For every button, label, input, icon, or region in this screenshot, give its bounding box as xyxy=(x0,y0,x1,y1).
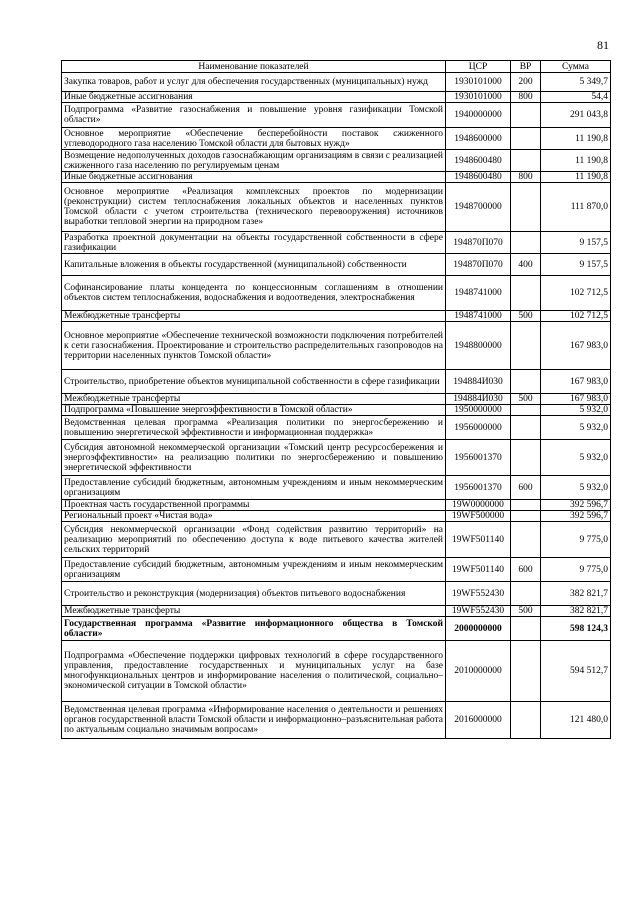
cell-csr: 19WF500000 xyxy=(446,511,511,522)
cell-name: Межбюджетные трансферты xyxy=(62,394,446,405)
cell-name: Ведомственная целевая программа «Реализация политики по энергосбережению и повышению энергетической эффективности и информационная поддержка» xyxy=(62,416,446,440)
cell-name: Подпрограмма «Развитие газоснабжения и повышение уровня газификации Томской области» xyxy=(62,103,446,128)
cell-vr: 200 xyxy=(511,73,541,92)
cell-vr: 800 xyxy=(511,92,541,103)
cell-csr: 19WF552430 xyxy=(446,582,511,606)
cell-csr: 2000000000 xyxy=(446,617,511,641)
cell-csr: 1948741000 xyxy=(446,311,511,322)
table-row xyxy=(62,276,611,311)
cell-vr xyxy=(511,641,541,702)
cell-csr: 1956000000 xyxy=(446,416,511,440)
cell-name: Строительство, приобретение объектов муниципальной собственности в сфере газификации xyxy=(62,370,446,394)
cell-vr xyxy=(511,617,541,641)
cell-csr: 1948600000 xyxy=(446,128,511,150)
cell-name: Межбюджетные трансферты xyxy=(62,606,446,617)
cell-sum: 382 821,7 xyxy=(541,582,611,606)
cell-csr: 1948600480 xyxy=(446,172,511,183)
cell-vr xyxy=(511,370,541,394)
cell-name: Основное мероприятие «Реализация комплексных проектов по модернизации (реконструкции) систем теплоснабжения локальных объектов и населенных пунктов Томской области с учетом строительства (технического перевооружения) источников выработки тепловой энергии на природном газе» xyxy=(62,183,446,232)
cell-csr: 19W0000000 xyxy=(446,500,511,511)
cell-sum: 102 712,5 xyxy=(541,311,611,322)
cell-csr: 2010000000 xyxy=(446,641,511,702)
cell-name: Основное мероприятие «Обеспечение технической возможности подключения потребителей к сети газоснабжения. Проектирование и строительство распределительных газопроводов на территории населенных пунктов Томской области» xyxy=(62,322,446,370)
table-header-row xyxy=(62,61,611,73)
cell-sum: 167 983,0 xyxy=(541,322,611,370)
cell-sum: 5 932,0 xyxy=(541,440,611,476)
table-row xyxy=(62,92,611,103)
table-row xyxy=(62,582,611,606)
page-number: 81 xyxy=(597,38,609,52)
cell-vr: 500 xyxy=(511,394,541,405)
cell-vr xyxy=(511,582,541,606)
cell-sum: 594 512,7 xyxy=(541,641,611,702)
cell-csr: 1948741000 xyxy=(446,276,511,311)
table-row xyxy=(62,73,611,92)
cell-name: Предоставление субсидий бюджетным, автономным учреждениям и иным некоммерческим организациям xyxy=(62,476,446,500)
cell-name: Подпрограмма «Повышение энергоэффективности в Томской области» xyxy=(62,405,446,416)
table-row xyxy=(62,558,611,582)
cell-csr: 1930101000 xyxy=(446,92,511,103)
table-row xyxy=(62,702,611,739)
table-row xyxy=(62,511,611,522)
cell-sum: 121 480,0 xyxy=(541,702,611,739)
cell-sum: 102 712,5 xyxy=(541,276,611,311)
cell-sum: 54,4 xyxy=(541,92,611,103)
table-row xyxy=(62,311,611,322)
table-row xyxy=(62,476,611,500)
cell-csr: 1948800000 xyxy=(446,322,511,370)
cell-vr xyxy=(511,232,541,254)
cell-vr xyxy=(511,322,541,370)
table-row xyxy=(62,394,611,405)
table-row xyxy=(62,641,611,702)
cell-name: Иные бюджетные ассигнования xyxy=(62,92,446,103)
cell-sum: 5 932,0 xyxy=(541,416,611,440)
cell-vr xyxy=(511,702,541,739)
table-row xyxy=(62,172,611,183)
cell-sum: 5 932,0 xyxy=(541,405,611,416)
cell-csr: 1940000000 xyxy=(446,103,511,128)
cell-csr: 1948700000 xyxy=(446,183,511,232)
cell-name: Субсидия некоммерческой организации «Фонд содействия развитию территорий» на реализацию мероприятий по обеспечению доступа к воде питьевого качества жителей сельских территорий xyxy=(62,522,446,558)
cell-name: Капитальные вложения в объекты государственной (муниципальной) собственности xyxy=(62,254,446,276)
cell-csr: 194870П070 xyxy=(446,254,511,276)
cell-csr: 19WF552430 xyxy=(446,606,511,617)
header-sum: Сумма xyxy=(541,61,611,73)
cell-csr: 2016000000 xyxy=(446,702,511,739)
table-row xyxy=(62,440,611,476)
cell-csr: 1956001370 xyxy=(446,440,511,476)
table-row xyxy=(62,617,611,641)
table-row xyxy=(62,405,611,416)
cell-sum: 5 932,0 xyxy=(541,476,611,500)
cell-vr xyxy=(511,103,541,128)
cell-vr xyxy=(511,511,541,522)
cell-vr xyxy=(511,128,541,150)
cell-vr: 800 xyxy=(511,172,541,183)
table-row xyxy=(62,183,611,232)
cell-csr: 194884И030 xyxy=(446,370,511,394)
cell-csr: 1948600480 xyxy=(446,150,511,172)
cell-sum: 392 596,7 xyxy=(541,500,611,511)
table-row xyxy=(62,128,611,150)
cell-csr: 19WF501140 xyxy=(446,558,511,582)
cell-name: Ведомственная целевая программа «Информирование населения о деятельности и решениях органов государственной власти Томской области и информационно–разъяснительная работа по актуальным социально значимым вопросам» xyxy=(62,702,446,739)
cell-vr: 500 xyxy=(511,606,541,617)
cell-sum: 11 190,8 xyxy=(541,172,611,183)
cell-sum: 11 190,8 xyxy=(541,128,611,150)
cell-vr xyxy=(511,416,541,440)
cell-csr: 1930101000 xyxy=(446,73,511,92)
cell-name: Предоставление субсидий бюджетным, автономным учреждениям и иным некоммерческим организациям xyxy=(62,558,446,582)
cell-name: Субсидия автономной некоммерческой организации «Томский центр ресурсосбережения и энергоэффективности» на реализацию политики по энергосбережению и повышению энергетической эффективности xyxy=(62,440,446,476)
cell-vr: 400 xyxy=(511,254,541,276)
cell-sum: 5 349,7 xyxy=(541,73,611,92)
table-body xyxy=(62,73,611,739)
cell-sum: 167 983,0 xyxy=(541,394,611,405)
cell-vr xyxy=(511,405,541,416)
header-csr: ЦСР xyxy=(446,61,511,73)
cell-name: Подпрограмма «Обеспечение поддержки цифровых технологий в сфере государственного управления, предоставление государственных и муниципальных услуг на базе многофункциональных центров и информирование населения о политической, социально–экономической ситуации в Томской области» xyxy=(62,641,446,702)
cell-sum: 9 157,5 xyxy=(541,254,611,276)
cell-sum: 167 983,0 xyxy=(541,370,611,394)
cell-name: Межбюджетные трансферты xyxy=(62,311,446,322)
cell-name: Иные бюджетные ассигнования xyxy=(62,172,446,183)
cell-name: Разработка проектной документации на объекты государственной собственности в сфере газификации xyxy=(62,232,446,254)
table-row xyxy=(62,370,611,394)
table-row xyxy=(62,150,611,172)
cell-vr xyxy=(511,150,541,172)
header-name: Наименование показателей xyxy=(62,61,446,73)
table-row xyxy=(62,500,611,511)
cell-csr: 1950000000 xyxy=(446,405,511,416)
cell-sum: 11 190,8 xyxy=(541,150,611,172)
table-row xyxy=(62,322,611,370)
budget-table xyxy=(61,60,611,739)
cell-vr xyxy=(511,500,541,511)
table-row xyxy=(62,103,611,128)
cell-csr: 194870П070 xyxy=(446,232,511,254)
table-row xyxy=(62,606,611,617)
table-row xyxy=(62,416,611,440)
cell-sum: 9 157,5 xyxy=(541,232,611,254)
cell-csr: 194884И030 xyxy=(446,394,511,405)
cell-sum: 598 124,3 xyxy=(541,617,611,641)
cell-sum: 111 870,0 xyxy=(541,183,611,232)
cell-vr: 500 xyxy=(511,311,541,322)
cell-sum: 9 775,0 xyxy=(541,522,611,558)
cell-vr: 600 xyxy=(511,558,541,582)
table-row xyxy=(62,232,611,254)
cell-vr xyxy=(511,440,541,476)
cell-name: Региональный проект «Чистая вода» xyxy=(62,511,446,522)
table-row xyxy=(62,522,611,558)
cell-name: Возмещение недополученных доходов газоснабжающим организациям в связи с реализацией сжиженного газа населению по регулируемым ценам xyxy=(62,150,446,172)
cell-sum: 382 821,7 xyxy=(541,606,611,617)
cell-csr: 19WF501140 xyxy=(446,522,511,558)
cell-name: Закупка товаров, работ и услуг для обеспечения государственных (муниципальных) нужд xyxy=(62,73,446,92)
cell-csr: 1956001370 xyxy=(446,476,511,500)
cell-vr xyxy=(511,183,541,232)
cell-name: Государственная программа «Развитие информационного общества в Томской области» xyxy=(62,617,446,641)
cell-name: Софинансирование платы концедента по концессионным соглашениям в отношении объектов систем теплоснабжения, водоснабжения и водоотведения, электроснабжения xyxy=(62,276,446,311)
cell-sum: 291 043,8 xyxy=(541,103,611,128)
cell-vr xyxy=(511,276,541,311)
cell-name: Проектная часть государственной программы xyxy=(62,500,446,511)
cell-vr xyxy=(511,522,541,558)
header-vr: ВР xyxy=(511,61,541,73)
cell-sum: 9 775,0 xyxy=(541,558,611,582)
cell-name: Строительство и реконструкция (модернизация) объектов питьевого водоснабжения xyxy=(62,582,446,606)
cell-sum: 392 596,7 xyxy=(541,511,611,522)
cell-name: Основное мероприятие «Обеспечение бесперебойности поставок сжиженного углеводородного газа населению Томской области для бытовых нужд» xyxy=(62,128,446,150)
table-row xyxy=(62,254,611,276)
cell-vr: 600 xyxy=(511,476,541,500)
